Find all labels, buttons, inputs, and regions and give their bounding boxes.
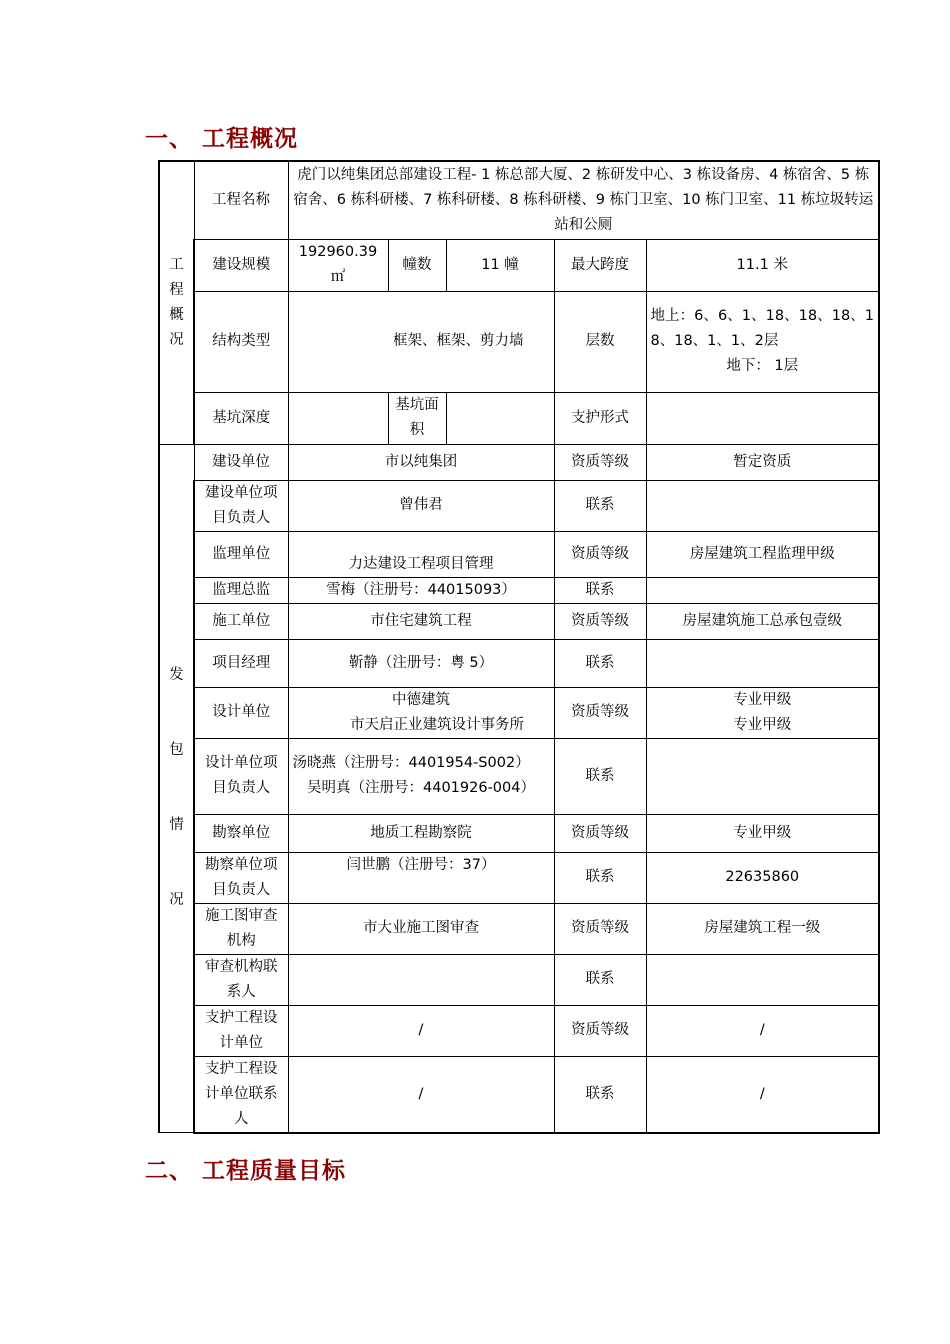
row-key: 联系 xyxy=(554,577,646,603)
row-label: 施工图审查机构 xyxy=(194,903,288,954)
support-label: 支护形式 xyxy=(554,392,646,444)
row-value: 力达建设工程项目管理 xyxy=(288,531,554,577)
row-value: / xyxy=(288,1056,554,1133)
row-key-value: 专业甲级 xyxy=(646,814,879,852)
row-label: 监理总监 xyxy=(194,577,288,603)
row-label: 审查机构联系人 xyxy=(194,954,288,1005)
floors-value xyxy=(646,291,879,392)
support-value xyxy=(646,392,879,444)
table-row xyxy=(159,814,879,852)
row-label: 支护工程设计单位联系人 xyxy=(194,1056,288,1133)
table-row xyxy=(159,531,879,577)
row-label: 监理单位 xyxy=(194,531,288,577)
row-label: 建设单位 xyxy=(194,444,288,480)
row-key-value xyxy=(646,480,879,531)
buildings-label: 幢数 xyxy=(388,239,446,291)
row-key-value: 专业甲级 专业甲级 xyxy=(646,687,879,738)
row-value: 市大业施工图审查 xyxy=(288,903,554,954)
row-key: 联系 xyxy=(554,1056,646,1133)
row-key: 联系 xyxy=(554,852,646,903)
row-key-value: 暂定资质 xyxy=(646,444,879,480)
row-key: 联系 xyxy=(554,738,646,814)
row-key: 资质等级 xyxy=(554,903,646,954)
floors-below: 地下： 1层 xyxy=(726,358,799,374)
row-key-value xyxy=(646,639,879,687)
row-value: / xyxy=(288,1005,554,1056)
table-row xyxy=(159,444,879,480)
row-key-value: / xyxy=(646,1056,879,1133)
floors-label: 层数 xyxy=(554,291,646,392)
scale-label: 建设规模 xyxy=(194,239,288,291)
table-row xyxy=(159,738,879,814)
row-label: 设计单位项目负责人 xyxy=(194,738,288,814)
row-key-value: 房屋建筑工程监理甲级 xyxy=(646,531,879,577)
section-label-overview: 工 程 概 况 xyxy=(159,161,194,444)
row-value: 地质工程勘察院 xyxy=(288,814,554,852)
row-key: 联系 xyxy=(554,480,646,531)
table-row xyxy=(159,1056,879,1133)
row-value: 曾伟君 xyxy=(288,480,554,531)
row-key: 资质等级 xyxy=(554,531,646,577)
floors-above: 地上：6、6、1、18、18、18、18、18、1、1、2层 xyxy=(650,308,875,349)
span-label: 最大跨度 xyxy=(554,239,646,291)
pit-depth-value xyxy=(288,392,388,444)
row-label: 勘察单位 xyxy=(194,814,288,852)
pit-area-value xyxy=(446,392,554,444)
span-value: 11.1 米 xyxy=(646,239,879,291)
section-heading-overview: 一、 工程概况 xyxy=(145,126,299,152)
table-row xyxy=(159,239,879,291)
project-overview-table xyxy=(158,160,880,1134)
row-label: 勘察单位项目负责人 xyxy=(194,852,288,903)
structure-label: 结构类型 xyxy=(194,291,288,392)
row-value: 市以纯集团 xyxy=(288,444,554,480)
row-value: 中德建筑 市天启正业建筑设计事务所 xyxy=(288,687,554,738)
row-key: 资质等级 xyxy=(554,603,646,639)
table-row xyxy=(159,1005,879,1056)
row-key-value: 房屋建筑施工总承包壹级 xyxy=(646,603,879,639)
row-key-value xyxy=(646,738,879,814)
table-row xyxy=(159,639,879,687)
row-key-value: / xyxy=(646,1005,879,1056)
project-name-label: 工程名称 xyxy=(194,161,288,239)
row-key-value xyxy=(646,577,879,603)
row-key-value: 22635860 xyxy=(646,852,879,903)
table-row xyxy=(159,903,879,954)
row-value: 靳静（注册号：粤 5） xyxy=(288,639,554,687)
row-key: 联系 xyxy=(554,954,646,1005)
row-label: 项目经理 xyxy=(194,639,288,687)
table-row xyxy=(159,392,879,444)
table-row xyxy=(159,603,879,639)
section-heading-quality: 二、 工程质量目标 xyxy=(145,1158,347,1184)
table-row xyxy=(159,954,879,1005)
pit-depth-label: 基坑深度 xyxy=(194,392,288,444)
row-value xyxy=(288,954,554,1005)
section-label-contract: 发 包 情 况 xyxy=(159,444,194,1133)
table-row xyxy=(159,480,879,531)
table-row xyxy=(159,687,879,738)
buildings-value: 11 幢 xyxy=(446,239,554,291)
row-key: 资质等级 xyxy=(554,687,646,738)
row-key: 资质等级 xyxy=(554,814,646,852)
project-name-value: 虎门以纯集团总部建设工程- 1 栋总部大厦、2 栋研发中心、3 栋设备房、4 栋宿舍、5 栋宿舍、6 栋科研楼、7 栋科研楼、8 栋科研楼、9 栋门卫室、10 栋门卫室、11 栋垃圾转运站和公厕 xyxy=(288,161,879,239)
pit-area-label: 基坑面积 xyxy=(388,392,446,444)
table-row xyxy=(159,161,879,239)
table-row xyxy=(159,852,879,903)
row-value: 雪梅（注册号：44015093） xyxy=(288,577,554,603)
row-key: 资质等级 xyxy=(554,1005,646,1056)
scale-value: 192960.39㎡ xyxy=(288,239,388,291)
row-label: 支护工程设计单位 xyxy=(194,1005,288,1056)
row-key-value xyxy=(646,954,879,1005)
row-value: 闫世鹏（注册号：37） xyxy=(288,852,554,903)
row-value: 汤晓燕（注册号：4401954-S002） 吴明真（注册号：4401926-004） xyxy=(288,738,554,814)
row-value: 市住宅建筑工程 xyxy=(288,603,554,639)
structure-value: 框架、框架、剪力墙 xyxy=(288,291,554,392)
table-row xyxy=(159,291,879,392)
table-row xyxy=(159,577,879,603)
row-key: 联系 xyxy=(554,639,646,687)
row-label: 建设单位项目负责人 xyxy=(194,480,288,531)
row-label: 施工单位 xyxy=(194,603,288,639)
row-key: 资质等级 xyxy=(554,444,646,480)
row-key-value: 房屋建筑工程一级 xyxy=(646,903,879,954)
row-label: 设计单位 xyxy=(194,687,288,738)
